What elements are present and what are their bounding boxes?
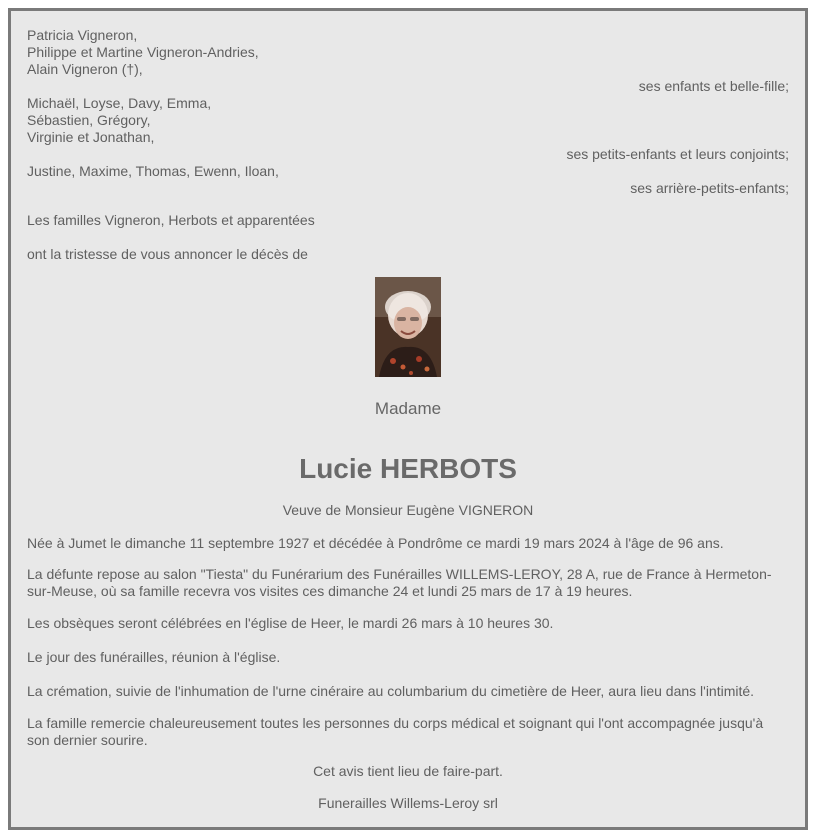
grandchildren-line-3: Virginie et Jonathan, [27,129,155,145]
notice-line: Cet avis tient lieu de faire-part. [313,763,503,779]
children-line-2: Philippe et Martine Vigneron-Andries, [27,44,259,60]
deceased-name: Lucie HERBOTS [299,453,517,484]
deceased-title: Madame [374,399,442,418]
children-line-3: Alain Vigneron (†), [27,61,143,77]
children-label: ses enfants et belle-fille; [638,78,789,94]
grandchildren-line-2: Sébastien, Grégory, [27,112,151,128]
thanks-paragraph: La famille remercie chaleureusement toutes les personnes du corps médical et soignant qui l'ont accompagnée jusqu'à son dernier sourire. [27,715,764,748]
children-line-1: Patricia Vigneron, [27,27,138,43]
birth-death-paragraph: Née à Jumet le dimanche 11 septembre 1927 et décédée à Pondrôme ce mardi 19 mars 2024 à l'âge de 96 ans. [27,535,724,551]
grandchildren-line-1: Michaël, Loyse, Davy, Emma, [27,95,212,111]
rest-paragraph: La défunte repose au salon "Tiesta" du Funérarium des Funérailles WILLEMS-LEROY, 28 A, rue de France à Hermeton-sur-Meuse, où sa famille recevra vos visites ces dimanche 24 et lundi 25 mars de 17 à 19 heures. [27,566,772,599]
portrait-image [375,277,441,377]
deceased-photo [375,277,441,377]
grandchildren-label: ses petits-enfants et leurs conjoints; [566,146,789,162]
widow-of: Veuve de Monsieur Eugène VIGNERON [282,502,534,518]
meeting-paragraph: Le jour des funérailles, réunion à l'église. [27,649,281,665]
announcement-line: ont la tristesse de vous annoncer le décès de [27,246,308,262]
great-grandchildren-label: ses arrière-petits-enfants; [630,180,789,196]
company-name: Funerailles Willems-Leroy srl [318,795,498,811]
great-grandchildren-line: Justine, Maxime, Thomas, Ewenn, Iloan, [27,163,279,179]
obituary-card [8,8,808,830]
funeral-paragraph: Les obsèques seront célébrées en l'église de Heer, le mardi 26 mars à 10 heures 30. [27,615,554,631]
families-line: Les familles Vigneron, Herbots et apparentées [27,212,315,228]
cremation-paragraph: La crémation, suivie de l'inhumation de l'urne cinéraire au columbarium du cimetière de Heer, aura lieu dans l'intimité. [27,683,755,699]
